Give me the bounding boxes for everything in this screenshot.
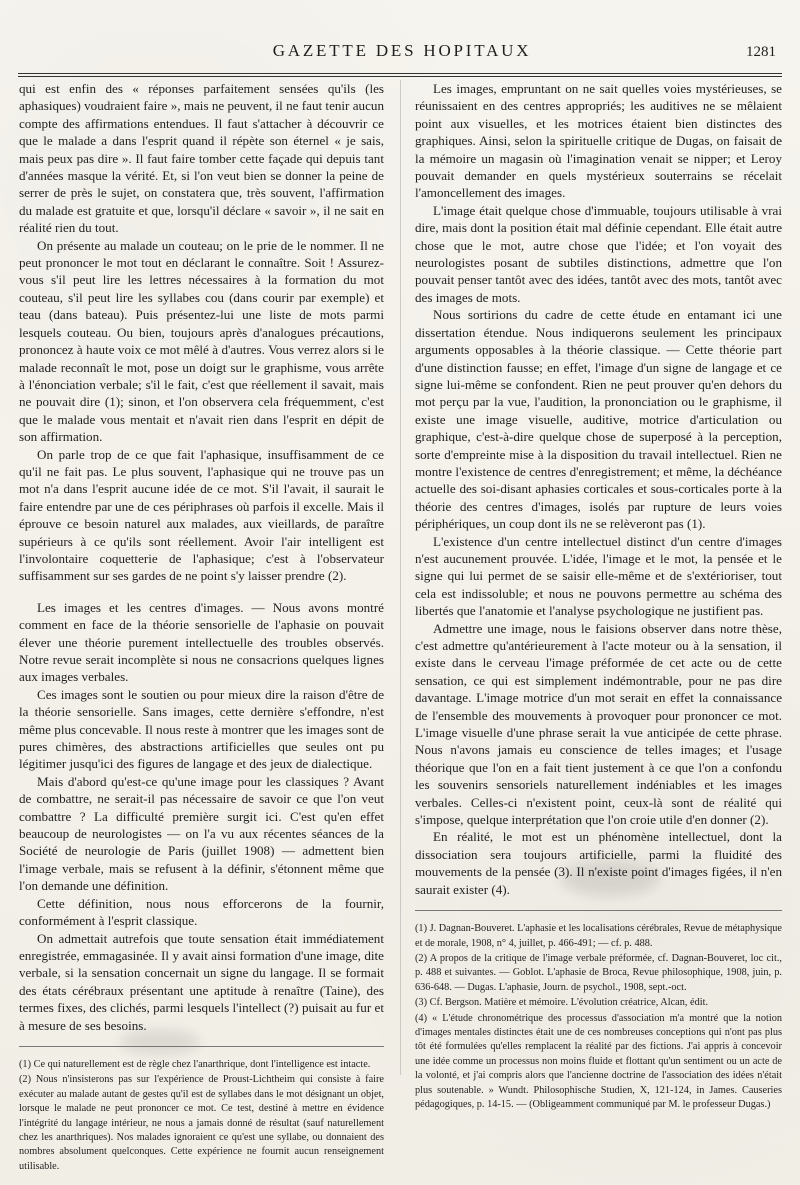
page-header xyxy=(24,38,780,72)
footnote-rule xyxy=(415,910,782,911)
paragraph: L'image était quelque chose d'immuable, toujours utilisable à vrai dire, mais dont la position était mal définie cependant. Elle était autre chose que le mot, autre chose que l'idée; et l'on voyait des neurologistes posant de subtiles distinctions, admettre que l'on pouvait penser tantôt avec des idées, tantôt avec des mots, tantôt avec des images de mots. xyxy=(415,202,782,305)
right-column xyxy=(415,80,782,1155)
journal-title: GAZETTE DES HOPITAUX xyxy=(272,41,532,60)
left-column xyxy=(19,80,384,1172)
paragraph: Mais d'abord qu'est-ce qu'une image pour les classiques ? Avant de combattre, ne serait-il pas nécessaire de savoir ce que l'on veut combattre ? La difficulté première surgit ici. C'est qu'en effet beaucoup de neurologistes — on l'a vu aux récentes séances de la Société de neurologie de Paris (juillet 1908) — admettent bien l'image verbale, mais se refusent à la définir, s'étonnent même que l'on demande une définition. xyxy=(19,773,384,894)
paragraph: On parle trop de ce que fait l'aphasique, insuffisamment de ce qu'il ne fait pas. Le plus souvent, l'aphasique qui ne trouve pas un mot n'a dans l'esprit aucune idée de ce mot. S'il l'avait, il saurait le faire entendre par une de ces périphrases où parfois il excelle. Mais il éprouve ce besoin naturel aux malades, aux vieillards, de paraître supérieurs à ce qu'ils sont réellement. Avoir l'air intelligent est l'involontaire coquetterie de l'aphasique; c'est à l'observateur suffisamment sur ses gardes de ne point s'y laisser prendre (2). xyxy=(19,446,384,584)
paragraph: Ces images sont le soutien ou pour mieux dire la raison d'être de la théorie sensorielle. Sans images, cette dernière s'effondre, n'est même plus concevable. Il nous reste à montrer que les images sont de pures chimères, des abstractions artificielles que seules ont pu légitimer jusqu'ici des figures de langage et des jeux de dialectique. xyxy=(19,686,384,772)
header-rule xyxy=(18,73,782,74)
footnote: (1) Ce qui naturellement est de règle chez l'anarthrique, dont l'intelligence est intacte. xyxy=(19,1058,371,1070)
paragraph: On présente au malade un couteau; on le prie de le nommer. Il ne peut prononcer le mot tout en déclarant le connaître. Soit ! Assurez-vous s'il peut lire les lettres nécessaires à la formation du mot couteau, s'il peut lire les syllabes cou (dans courir par exemple) et teau (dans bateau). Puis présentez-lui une liste de mots parmi lesquels couteau. Ou bien, toujours après d'analogues précautions, prononcez à haute voix ce mot mêlé à d'autres. Vous verrez alors si le malade reconnaît le mot, pose un doigt sur le graphisme, vous arrête à l'énonciation verbale; s'il le fait, c'est que réellement il savait, mais ne pouvait dire (1); sinon, et l'on observera cela fréquemment, c'est que le malade vous mentait et n'avait rien dans l'esprit en dépit de son affirmation. xyxy=(19,237,384,445)
paragraph: Nous sortirions du cadre de cette étude en entamant ici une dissertation étendue. Nous indiquerons seulement les principaux arguments opposables à la théorie classique. — Cette théorie part d'une distinction fausse; en effet, l'image d'un signe de langage et ce signe lui-même se confondent. Rien ne peut prouver qu'en dehors du mot perçu par la vue, l'audition, la prononciation ou le graphisme, il existe une image visuelle, auditive, motrice d'articulation ou graphique, c'est-à-dire quelque chose de superposé à la perception, sorte d'empreinte mise à la disposition du travail intellectuel. Rien ne montre l'existence de centres d'enregistrement; et même, la déchéance actuelle des soi-disant aphasies corticales et sous-corticales porte à la théorie des centres d'images, isolés par rupture de leurs voies périphériques, un coup dont ils ne se relèveront pas (1). xyxy=(415,307,782,532)
footnote-rule xyxy=(19,1046,384,1047)
paragraph: L'existence d'un centre intellectuel distinct d'un centre d'images n'est aucunement prouvée. L'idée, l'image et le mot, la pensée et le signe qui lui permet de se saisir elle-même et de s'extérioriser, tout cela est indissoluble; et nous ne pouvons permettre au schéma des libertés que l'anatomie et l'analyse psychologique ne justifient pas. xyxy=(415,533,782,619)
header-rule-secondary xyxy=(18,76,782,77)
footnote: (3) Cf. Bergson. Matière et mémoire. L'évolution créatrice, Alcan, édit. xyxy=(415,997,709,1009)
footnote: (2) A propos de la critique de l'image verbale préformée, cf. Dagnan-Bouveret, loc cit., p. 488 et suivantes. — Goblot. L'aphasie de Broca, Revue philosophique, 1908, juin, p. 636-648. — Dugas. L'aphasie, Journ. de psychol., 1908, sept.-oct. xyxy=(415,952,782,993)
paragraph: Cette définition, nous nous efforcerons de la fournir, conformément à l'esprit classique. xyxy=(19,895,384,929)
paragraph: En réalité, le mot est un phénomène intellectuel, dont la dissociation sera toujours artificielle, parmi la fluidité des mouvements de la pensée (3). Il n'existe point d'images figées, il n'en saurait exister (4). xyxy=(415,829,782,897)
paragraph: Admettre une image, nous le faisions observer dans notre thèse, c'est admettre qu'antérieurement à l'acte moteur ou à la sensation, il existe dans le cerveau l'image préformée de cet acte ou de cette sensation, ce qui est simplement indémontrable, pour ne pas dire davantage. L'image motrice d'un mot serait en effet la connaissance de l'ensemble des mouvements à provoquer pour prononcer ce mot. L'image visuelle d'une phrase serait la vue anticipée de cette phrase. Nous n'avons jamais eu conscience de telles images; et l'usage théorique que l'on en a fait tient justement à ce que l'on a confondu les souvenirs sensoriels naturellement indéniables et les images verbales. Celles-ci n'existent point, ceux-là sont de réalité qui s'impose, quelque interprétation que l'on croie utile d'en donner (2). xyxy=(415,620,782,828)
page-number: 1281 xyxy=(746,44,776,60)
footnote: (2) Nous n'insisterons pas sur l'expérience de Proust-Lichtheim qui consiste à faire exécuter au malade autant de gestes qu'il est de syllabes dans le mot désignant un objet, lorsque le malade ne peut prononcer ce mot. Ce test, destiné à mettre en évidence l'intégrité du langage intérieur, ne nous a jamais donné de résultat (sauf naturellement chez les anarthriques). Nos malades ignoraient ce qu'est une syllabe, ou donnaient des nombres absolument quelconques. Cette expérience ne fournit aucun renseignement utilisable. xyxy=(19,1074,384,1172)
column-divider xyxy=(400,80,401,1075)
paragraph: On admettait autrefois que toute sensation était immédiatement enregistrée, emmagasinée. Il y avait ainsi formation d'une image, dite verbale, si la sensation concernait un signe du langage. Il se formait des états cérébraux présentant une aptitude à renaître (Taine), des termes fixes, des clichés, parmi lesquels l'intellect (?) puisait au fur et à mesure de ses besoins. xyxy=(19,930,384,1033)
section-paragraph: Les images et les centres d'images. — Nous avons montré comment en face de la théorie sensorielle de l'aphasie on pouvait élever une théorie purement intellectuelle des troubles observés. Notre revue serait incomplète si nous ne consacrions quelques lignes aux images verbales. xyxy=(19,599,384,685)
paragraph: Les images, empruntant on ne sait quelles voies mystérieuses, se réunissaient en des centres appropriés; les auditives ne se mêlaient point aux visuelles, et les motrices étaient bien distinctes des graphiques. Ainsi, selon la spirituelle critique de Dugas, on faisait de la mémoire un magasin où l'imagination venait se nipper; et Leroy pouvait demander en quels mystérieux souterrains se récelait l'amoncellement des images. xyxy=(415,81,782,201)
paragraph: qui est enfin des « réponses parfaitement sensées qu'ils (les aphasiques) voudraient faire », mais ne peuvent, il ne faut tenir aucun compte des affirmations entendues. Il faut s'attacher à découvrir ce que le malade a dans l'esprit quand il répète son éternel « je sais, mais peux pas dire ». Il faut faire tomber cette façade qui depuis tant d'années masque la vérité. Et, si l'on veut bien se donner la peine de serrer de près le sujet, on constatera que, très souvent, l'affirmation du malade est gratuite et que, lorsqu'il déclare « savoir », il ne sait en réalité rien du tout. xyxy=(19,81,384,236)
footnote: (1) J. Dagnan-Bouveret. L'aphasie et les localisations cérébrales, Revue de métaphysique et de morale, 1908, n° 4, juillet, p. 466-491; — cf. p. 488. xyxy=(415,923,782,949)
footnote: (4) « L'étude chronométrique des processus d'association m'a montré que la notion d'images mentales distinctes était une de ces nombreuses conceptions qui n'ont pas plus tôt été formulées qu'elles remplacent la réalité par des fictions. J'ai appris à concevoir une idée comme un processus non moins fluide et flottant qu'un sentiment ou un acte de la volonté, et j'ai compris alors que l'ancienne doctrine de l'association des idées n'était plus soutenable. » Wundt. Philosophische Studien, X, 121-124, in James. Causeries pédagogiques, p. 14-15. — (Obligeamment communiqué par M. le professeur Dugas.) xyxy=(415,1012,782,1110)
